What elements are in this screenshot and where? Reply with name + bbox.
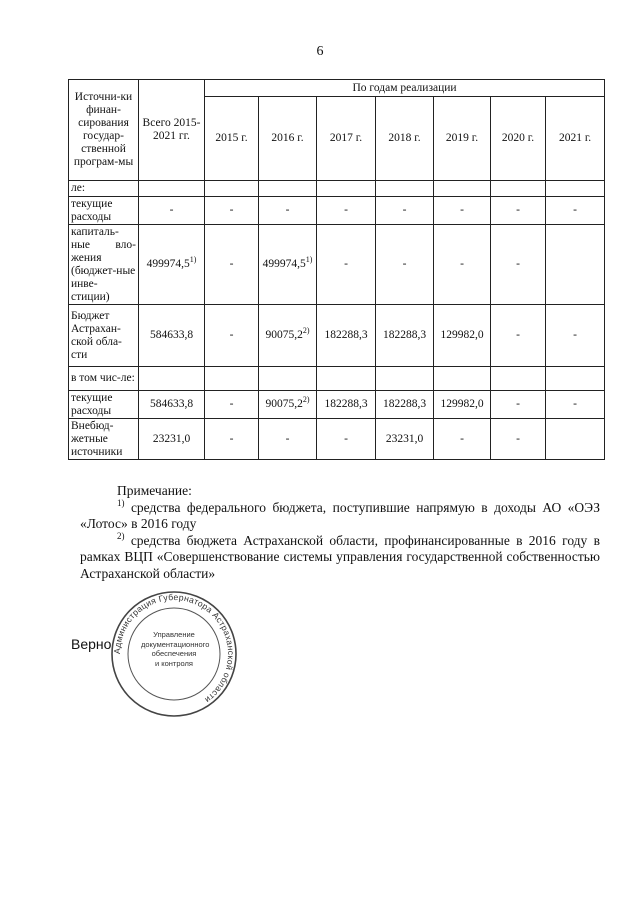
footnote-marker: 1)	[305, 255, 313, 264]
cell-value: -	[460, 432, 464, 445]
note-text: средства федерального бюджета, поступившие напрямую в доходы АО «ОЭЗ «Лотос» в 2016 году	[80, 499, 600, 531]
total-cell	[139, 181, 205, 197]
year-cell	[259, 419, 317, 460]
cell-value: 584633,8	[149, 329, 194, 341]
header-year: 2019 г.	[434, 97, 491, 181]
cell-value: 182288,3	[382, 398, 427, 410]
cell-value: -	[229, 398, 234, 410]
cell-value: -	[285, 432, 290, 445]
year-cell	[376, 419, 434, 460]
table-row	[69, 225, 605, 305]
row-label: в том чис-ле:	[69, 367, 139, 391]
cell-value: -	[229, 258, 234, 270]
year-cell	[546, 367, 605, 391]
total-cell	[139, 391, 205, 419]
year-cell	[434, 197, 491, 225]
year-cell	[376, 305, 434, 367]
year-cell	[491, 305, 546, 367]
year-cell	[491, 225, 546, 305]
cell-value: -	[516, 398, 520, 410]
year-cell	[491, 419, 546, 460]
header-year: 2021 г.	[546, 97, 605, 181]
table-row	[69, 305, 605, 367]
year-cell	[259, 305, 317, 367]
note-marker: 1)	[117, 497, 125, 508]
year-cell	[376, 181, 434, 197]
year-cell	[317, 197, 376, 225]
year-cell	[205, 367, 259, 391]
year-cell	[259, 197, 317, 225]
year-cell	[317, 225, 376, 305]
note-item	[80, 530, 600, 583]
footnote-marker: 2)	[302, 395, 310, 404]
year-cell	[205, 305, 259, 367]
official-stamp	[108, 588, 240, 720]
cell-value: 129982,0	[440, 398, 484, 410]
year-cell	[434, 367, 491, 391]
row-label: капиталь-ные вло-жения (бюджет-ные инве-стиции)	[69, 225, 139, 305]
year-cell	[317, 305, 376, 367]
table-row	[69, 181, 605, 197]
year-cell	[434, 419, 491, 460]
year-cell	[317, 391, 376, 419]
year-cell	[491, 367, 546, 391]
page-number: 6	[316, 44, 324, 59]
stamp-center-text	[141, 630, 210, 668]
table-body	[69, 181, 605, 460]
cell-value: -	[285, 204, 290, 216]
year-cell	[434, 305, 491, 367]
financing-table	[68, 79, 605, 460]
year-cell	[205, 391, 259, 419]
year-cell	[491, 197, 546, 225]
table-row	[69, 197, 605, 225]
year-cell	[546, 391, 605, 419]
cell-value: -	[516, 204, 520, 216]
cell-value: -	[573, 204, 577, 216]
year-cell	[376, 391, 434, 419]
cell-value: 90075,2	[265, 398, 303, 410]
cell-value: 499974,5	[262, 258, 306, 270]
notes-heading: Примечание:	[117, 483, 192, 498]
header-year: 2017 г.	[317, 97, 376, 181]
table-row	[69, 391, 605, 419]
cell-value: 23231,0	[152, 432, 191, 445]
stamp-line: обеспечения	[151, 649, 197, 658]
year-cell	[376, 197, 434, 225]
header-year: 2020 г.	[491, 97, 546, 181]
header-year: 2016 г.	[259, 97, 317, 181]
year-cell	[434, 391, 491, 419]
cell-value: -	[516, 258, 520, 270]
notes-section	[80, 483, 600, 582]
row-label: Бюджет Астрахан-ской обла-сти	[69, 305, 139, 367]
year-cell	[546, 305, 605, 367]
stamp-line: документационного	[141, 639, 210, 649]
total-cell	[139, 305, 205, 367]
header-year: 2018 г.	[376, 97, 434, 181]
cell-value: -	[344, 432, 348, 445]
row-label: ле:	[69, 181, 139, 197]
cell-value: -	[229, 432, 234, 445]
year-cell	[434, 225, 491, 305]
cell-value: -	[460, 258, 464, 270]
year-cell	[259, 367, 317, 391]
year-cell	[546, 225, 605, 305]
total-cell	[139, 419, 205, 460]
total-cell	[139, 367, 205, 391]
header-by-years: По годам реализации	[205, 80, 605, 97]
certification-label: Верно	[71, 636, 112, 652]
footnote-marker: 1)	[189, 255, 197, 264]
footnote-marker: 2)	[302, 326, 310, 335]
total-cell	[139, 197, 205, 225]
row-label: текущие расходы	[69, 197, 139, 225]
cell-value: 90075,2	[265, 329, 303, 341]
year-cell	[376, 367, 434, 391]
year-cell	[205, 197, 259, 225]
header-source: Источни-ки финан-сирования государ-ственной програм-мы	[69, 80, 139, 181]
cell-value: -	[229, 204, 234, 216]
cell-value: -	[229, 329, 234, 341]
year-cell	[259, 225, 317, 305]
cell-value: -	[516, 432, 520, 445]
cell-value: -	[573, 329, 577, 341]
year-cell	[434, 181, 491, 197]
year-cell	[546, 181, 605, 197]
cell-value: -	[344, 258, 348, 270]
year-cell	[376, 225, 434, 305]
header-year: 2015 г.	[205, 97, 259, 181]
year-cell	[546, 419, 605, 460]
cell-value: 584633,8	[149, 398, 194, 410]
note-text: средства бюджета Астраханской области, профинансированные в 2016 году в рамках ВЦП «Совершенствование системы управления государственной собственностью Астраханской области»	[80, 532, 600, 581]
cell-value: -	[460, 204, 464, 216]
cell-value: -	[516, 329, 520, 341]
cell-value: -	[402, 204, 407, 216]
cell-value: 129982,0	[440, 329, 484, 341]
cell-value: -	[573, 398, 577, 410]
cell-value: 182288,3	[324, 398, 368, 410]
stamp-line: Управление	[153, 630, 195, 639]
year-cell	[205, 181, 259, 197]
note-item	[80, 497, 600, 533]
header-total: Всего 2015-2021 гг.	[139, 80, 205, 181]
year-cell	[259, 391, 317, 419]
year-cell	[317, 419, 376, 460]
table-row	[69, 367, 605, 391]
stamp-ring-text: Администрация Губернатора Астраханской области	[111, 591, 237, 706]
cell-value: 182288,3	[382, 329, 427, 341]
table-row	[69, 419, 605, 460]
cell-value: 23231,0	[385, 432, 424, 445]
year-cell	[491, 391, 546, 419]
note-marker: 2)	[117, 530, 125, 541]
cell-value: 182288,3	[324, 329, 368, 341]
year-cell	[259, 181, 317, 197]
cell-value: -	[169, 204, 174, 216]
total-cell	[139, 225, 205, 305]
cell-value: -	[344, 204, 348, 216]
cell-value: 499974,5	[146, 258, 190, 270]
row-label: текущие расходы	[69, 391, 139, 419]
row-label: Внебюд-жетные источники	[69, 419, 139, 460]
stamp-line: и контроля	[154, 658, 193, 668]
year-cell	[317, 181, 376, 197]
year-cell	[546, 197, 605, 225]
cell-value: -	[402, 258, 407, 270]
year-cell	[205, 419, 259, 460]
year-cell	[491, 181, 546, 197]
year-cell	[317, 367, 376, 391]
year-cell	[205, 225, 259, 305]
